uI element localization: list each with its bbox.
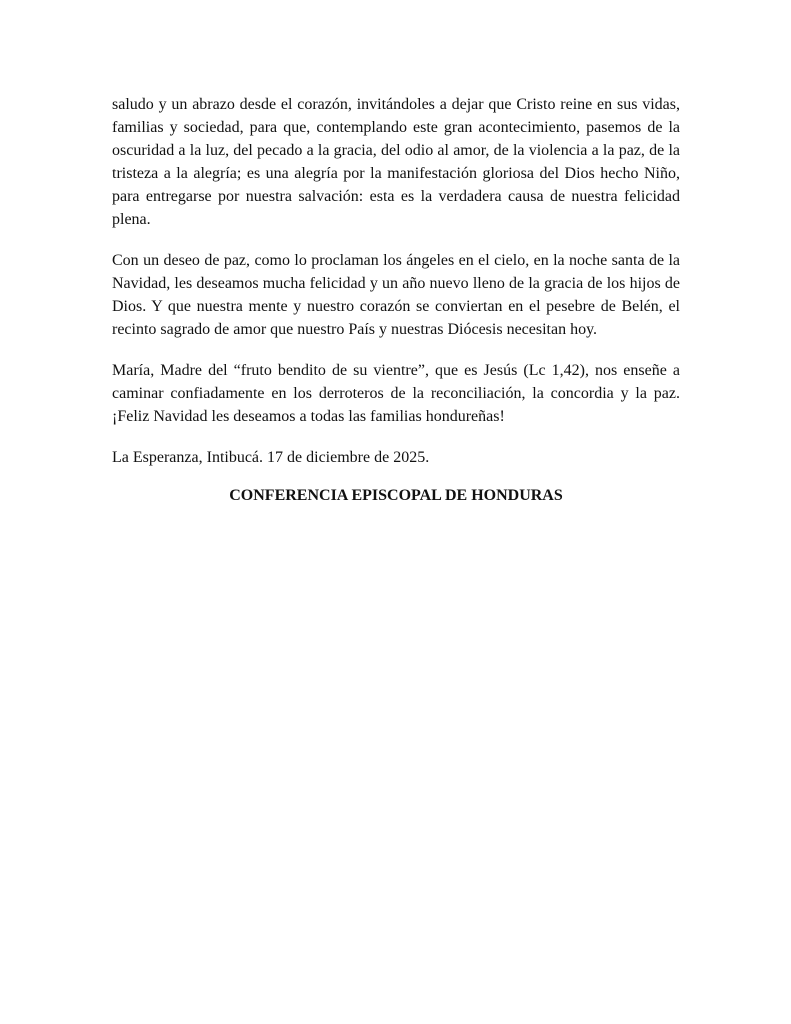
place-date: La Esperanza, Intibucá. 17 de diciembre de 2025. [112, 449, 430, 466]
paragraph-wishes: Con un deseo de paz, como lo proclaman los ángeles en el cielo, en la noche santa de la Navidad, les deseamos mucha felicidad y un año nuevo lleno de la gracia de los hijos de Dios. Y que nuestra mente y nuestro corazón se conviertan en el pesebre de Belén, el recinto sagrado de amor que nuestro País y nuestras Diócesis necesitan hoy. [112, 252, 680, 338]
paragraph-blessing: María, Madre del “fruto bendito de su vientre”, que es Jesús (Lc 1,42), nos enseñe a caminar confiadamente en los derroteros de la reconciliación, la concordia y la paz. ¡Feliz Navidad les deseamos a todas las familias hondureñas! [112, 362, 680, 425]
paragraph-greeting: saludo y un abrazo desde el corazón, invitándoles a dejar que Cristo reine en sus vidas, familias y sociedad, para que, contemplando este gran acontecimiento, pasemos de la oscuridad a la luz, del pecado a la gracia, del odio al amor, de la violencia a la paz, de la tristeza a la alegría; es una alegría por la manifestación gloriosa del Dios hecho Niño, para entregarse por nuestra salvación: esta es la verdadera causa de nuestra felicidad plena. [112, 96, 680, 228]
letter-body [112, 93, 680, 469]
signature: CONFERENCIA EPISCOPAL DE HONDURAS [229, 487, 563, 504]
